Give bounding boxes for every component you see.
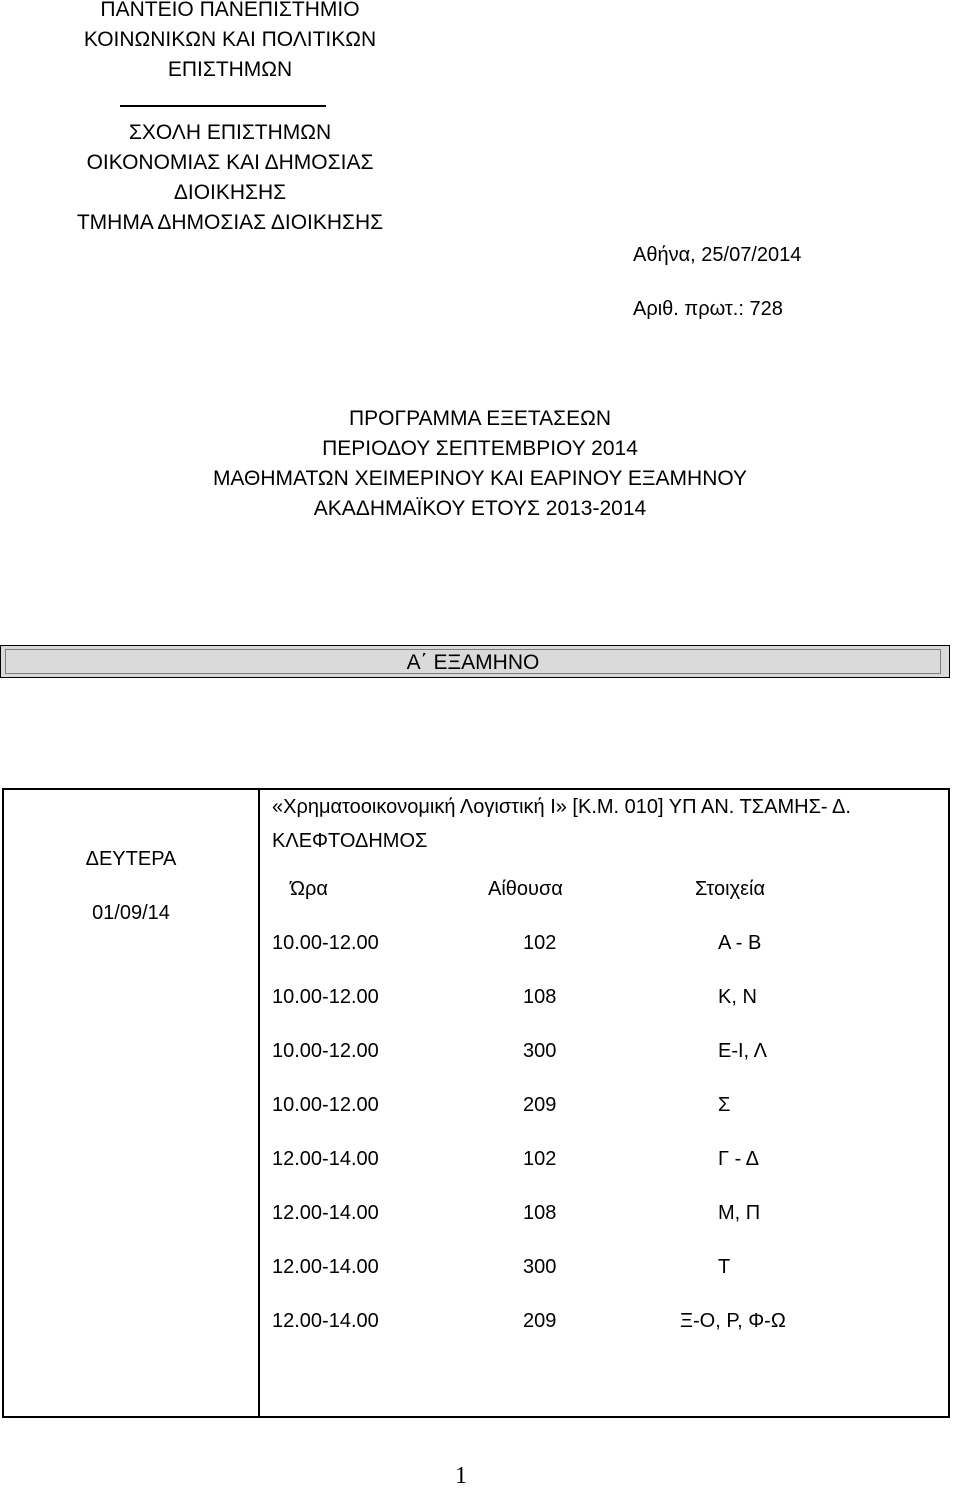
school-line: ΤΜΗΜΑ ΔΗΜΟΣΙΑΣ ΔΙΟΙΚΗΣΗΣ [76,211,384,234]
row-letters: Ε-Ι, Λ [718,1040,767,1062]
row-time: 12.00-14.00 [272,1202,379,1224]
row-letters: Α - Β [718,932,762,954]
column-header-room: Αίθουσα [488,878,563,900]
school-line: ΔΙΟΙΚΗΣΗΣ [173,181,287,204]
row-time: 12.00-14.00 [272,1148,379,1170]
school-line: ΣΧΟΛΗ ΕΠΙΣΤΗΜΩΝ [128,121,332,144]
row-letters: Τ [718,1256,731,1278]
row-room: 108 [523,1202,557,1224]
row-time: 10.00-12.00 [272,1040,379,1062]
title-line: ΠΡΟΓΡΑΜΜΑ ΕΞΕΤΑΣΕΩΝ [349,407,611,430]
row-time: 12.00-14.00 [272,1310,379,1332]
semester-banner [0,645,950,678]
semester-label: Α΄ ΕΞΑΜΗΝΟ [5,649,941,674]
course-line: ΚΛΕΦΤΟΔΗΜΟΣ [272,830,428,852]
exam-day: ΔΕΥΤΕΡΑ [85,848,177,870]
column-header-letters: Στοιχεία [695,878,766,900]
header-line: ΠΑΝΤΕΙΟ ΠΑΝΕΠΙΣΤΗΜΙΟ [100,0,360,21]
row-letters: Μ, Π [718,1202,761,1224]
row-time: 12.00-14.00 [272,1256,379,1278]
title-line: ΜΑΘΗΜΑΤΩΝ ΧΕΙΜΕΡΙΝΟΥ ΚΑΙ ΕΑΡΙΝΟΥ ΕΞΑΜΗΝΟΥ [212,467,748,490]
row-room: 209 [523,1094,557,1116]
protocol-number: Αριθ. πρωτ.: 728 [633,298,783,320]
university-header [40,0,420,85]
row-letters: Κ, Ν [718,986,757,1008]
row-time: 10.00-12.00 [272,932,379,954]
schedule-column-divider [258,788,260,1418]
schedule-table [2,788,950,1418]
page-number: 1 [455,1463,467,1489]
row-letters: Γ - Δ [718,1148,760,1170]
document-title [0,404,960,524]
header-line: ΚΟΙΝΩΝΙΚΩΝ ΚΑΙ ΠΟΛΙΤΙΚΩΝ [83,28,377,51]
document-date: Αθήνα, 25/07/2014 [633,244,802,266]
row-time: 10.00-12.00 [272,986,379,1008]
row-time: 10.00-12.00 [272,1094,379,1116]
column-header-time: Ώρα [290,878,328,900]
header-line: ΕΠΙΣΤΗΜΩΝ [167,58,293,81]
title-line: ΠΕΡΙΟΔΟΥ ΣΕΠΤΕΜΒΡΙΟΥ 2014 [322,437,638,460]
course-title [272,790,942,858]
row-room: 102 [523,932,557,954]
row-room: 300 [523,1256,557,1278]
row-room: 102 [523,1148,557,1170]
title-line: ΑΚΑΔΗΜΑΪΚΟΥ ΕΤΟΥΣ 2013-2014 [313,497,647,520]
header-divider [120,105,326,107]
course-line: «Χρηματοοικονομική Λογιστική Ι» [Κ.Μ. 010] ΥΠ ΑΝ. ΤΣΑΜΗΣ- Δ. [272,796,851,818]
exam-date: 01/09/14 [92,902,170,924]
row-letters: Σ [718,1094,731,1116]
row-letters: Ξ-Ο, Ρ, Φ-Ω [680,1310,786,1332]
row-room: 209 [523,1310,557,1332]
row-room: 300 [523,1040,557,1062]
school-header [40,118,420,238]
school-line: ΟΙΚΟΝΟΜΙΑΣ ΚΑΙ ΔΗΜΟΣΙΑΣ [86,151,374,174]
row-room: 108 [523,986,557,1008]
